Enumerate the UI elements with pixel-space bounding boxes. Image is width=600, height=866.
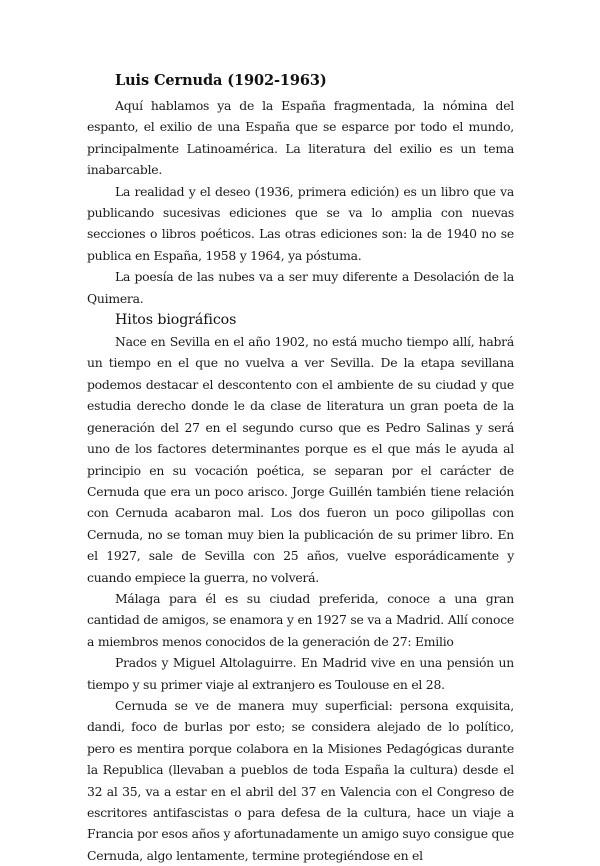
paragraph-bio-2: Málaga para él es su ciudad preferida, conoce a una gran cantidad de amigos, se enamora y en 1927 se va a Madrid. Allí conoce a miembros menos conocidos de la generación de 27: Emilio bbox=[87, 590, 514, 649]
paragraph-intro-1: Aquí hablamos ya de la España fragmentada, la nómina del espanto, el exilio de una España que se esparce por todo el mundo, principalmente Latinoamérica. La literatura del exilio es un tema inabarcable. bbox=[87, 98, 514, 178]
paragraph-bio-3: Prados y Miguel Altolaguirre. En Madrid vive en una pensión un tiempo y su primer viaje al extranjero es Toulouse en el 28. bbox=[87, 655, 514, 692]
paragraph-intro-2: La realidad y el deseo (1936, primera edición) es un libro que va publicando sucesivas ediciones que se va lo amplia con nuevas secciones o libros poéticos. Las otras ediciones son: la de 1940 no se publica en España, 1958 y 1964, ya póstuma. bbox=[87, 183, 514, 263]
paragraph-bio-1: Nace en Sevilla en el año 1902, no está mucho tiempo allí, habrá un tiempo en el que no vuelva a ver Sevilla. De la etapa sevillana podemos destacar el descontento con el ambiente de su ciudad y que estudia derecho donde le da clase de literatura un gran poeta de la generación del 27 en el segundo curso que es Pedro Salinas y será uno de los factores determinantes porque es el que más le ayuda al principio en su vocación poética, se separan por el carácter de Cernuda que era un poco arisco. Jorge Guillén también tiene relación con Cernuda acabaron mal. Los dos fueron un poco gilipollas con Cernuda, no se toman muy bien la publicación de su primer libro. En el 1927, sale de Sevilla con 25 años, vuelve esporádicamente y cuando empiece la guerra, no volverá. bbox=[87, 334, 514, 585]
section-heading: Hitos biográficos bbox=[115, 312, 237, 329]
paragraph-intro-3: La poesía de las nubes va a ser muy diferente a Desolación de la Quimera. bbox=[87, 269, 514, 306]
document-body bbox=[87, 71, 514, 866]
document-title: Luis Cernuda (1902-1963) bbox=[115, 72, 327, 89]
paragraph-bio-4: Cernuda se ve de manera muy superficial: persona exquisita, dandi, foco de burlas por esto; se considera alejado de lo político, pero es mentira porque colabora en la Misiones Pedagógicas durante la Republica (llevaban a pueblos de toda España la cultura) desde el 32 al 35, va a estar en el abril del 37 en Valencia con el Congreso de escritores antifascistas o para defesa de la cultura, hace un viaje a Francia por esos años y afortunadamente un amigo suyo consigue que Cernuda, algo lentamente, termine protegiéndose en el bbox=[87, 697, 514, 863]
